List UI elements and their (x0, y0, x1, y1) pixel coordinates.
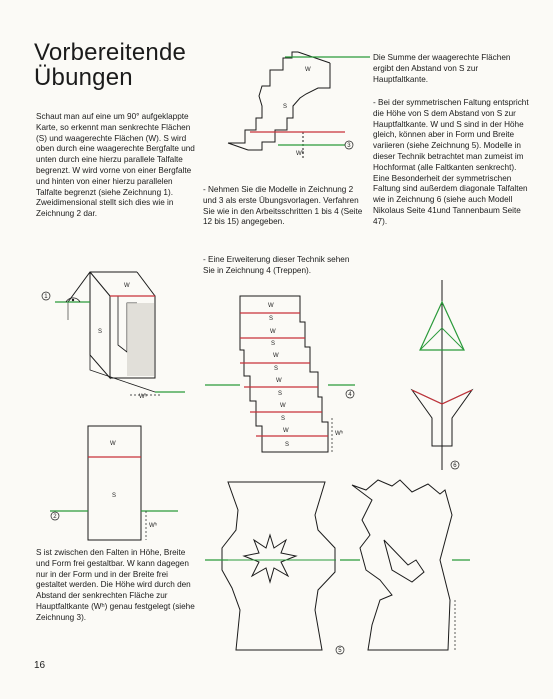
drawing-3-label-s: S (283, 104, 288, 110)
instruction-paragraph-1: - Nehmen Sie die Modelle in Zeichnung 2 und 3 als erste Übungsvorlagen. Verfahren Sie wie in den Arbeitsschritten 1 bis 4 (Seite 12 bis 15) angegeben. (203, 185, 363, 227)
drawing-1-label-wh: Wʰ (139, 394, 147, 400)
drawing-2-label-wh: Wʰ (149, 523, 157, 529)
drawing-3 (228, 52, 330, 158)
drawing-4-label-s-4: S (278, 391, 283, 397)
drawing-2-number: 2 (53, 514, 57, 520)
drawing-4-label-s-6: S (285, 442, 290, 448)
drawing-4-label-w-2: W (270, 329, 276, 335)
drawing-4-number: 4 (348, 392, 352, 398)
drawing-3-number: 3 (347, 143, 351, 149)
drawing-1-label-w: W (124, 283, 130, 289)
drawing-4-label-w-4: W (276, 378, 282, 384)
right-paragraph-2: - Bei der symmetrischen Faltung entspricht die Höhe von S dem Abstand von S zur Hauptfaltkante. W und S sind in der Höhe gleich, können aber in Form und Breite variieren (siehe Zeichnung 5). Modelle in dieser Technik betrachtet man zumeist im Hochformat (alle Faltkanten senkrecht). Eine Besonderheit der symmetrischen Faltung sind außerdem diagonale Talfalten wie in Zeichnung 6 (siehe auch Modell Nikolaus Seite 41und Tannenbaum Seite 47). (373, 98, 529, 226)
intro-paragraph: Schaut man auf eine um 90° aufgeklappte Karte, so erkennt man senkrechte Flächen (S) und waagerechte Flächen (W). S wird oben durch eine waagerechte Bergfalte und unten durch eine hierzu parallele Talfalte begrenzt. W wird vorne von einer Bergfalte und hinten von einer hierzu parallelen Talfalte begrenzt (siehe Zeichnung 1). Zweidimensional stellt sich dies wie in Zeichnung 2 dar. (36, 112, 195, 219)
drawing-5-number: 5 (338, 648, 342, 654)
drawing-4-label-s-2: S (271, 341, 276, 347)
drawing-4-label-w-5: W (280, 403, 286, 409)
drawing-2-label-s: S (112, 493, 117, 499)
star-shape (244, 535, 296, 582)
drawing-4-label-w-1: W (268, 303, 274, 309)
title-line-1: Vorbereitende (34, 39, 187, 66)
drawing-6-number: 6 (453, 463, 457, 469)
drawing-4-label-w-6: W (283, 428, 289, 434)
drawing-1-shaded-face (127, 303, 154, 376)
drawing-4-label-s-3: S (274, 366, 279, 372)
page-number: 16 (34, 660, 46, 671)
drawing-3-label-w: W (305, 67, 311, 73)
instruction-paragraph-2: - Eine Erweiterung dieser Technik sehen Sie in Zeichnung 4 (Treppen). (203, 255, 350, 275)
drawing-4-label-s-1: S (269, 316, 274, 322)
drawing-4-label-wh: Wʰ (335, 431, 343, 437)
drawing-2-label-w: W (110, 441, 116, 447)
right-paragraph-1: Die Summe der waagerechte Flächen ergibt den Abstand von S zur Hauptfaltkante. (373, 53, 511, 84)
drawing-4-label-s-5: S (281, 416, 286, 422)
drawing-5-right (352, 480, 452, 650)
title-line-2: Übungen (34, 64, 133, 91)
drawing-1-number: 1 (44, 294, 48, 300)
drawing-5-left (222, 482, 335, 650)
drawing-3-label-wh: Wʰ (296, 151, 304, 157)
drawing-1-label-s: S (98, 329, 103, 335)
drawing-4-label-w-3: W (273, 353, 279, 359)
right-angle-dot (72, 299, 74, 301)
bottom-paragraph: S ist zwischen den Falten in Höhe, Breite und Form frei gestaltbar. W kann dagegen nur in der Form und in der Breite frei gestaltet werden. Die Höhe wird durch den Abstand der senkrechten Fläche zur Hauptfaltkante (Wʰ) genau festgelegt (siehe Zeichnung 3). (36, 548, 195, 622)
